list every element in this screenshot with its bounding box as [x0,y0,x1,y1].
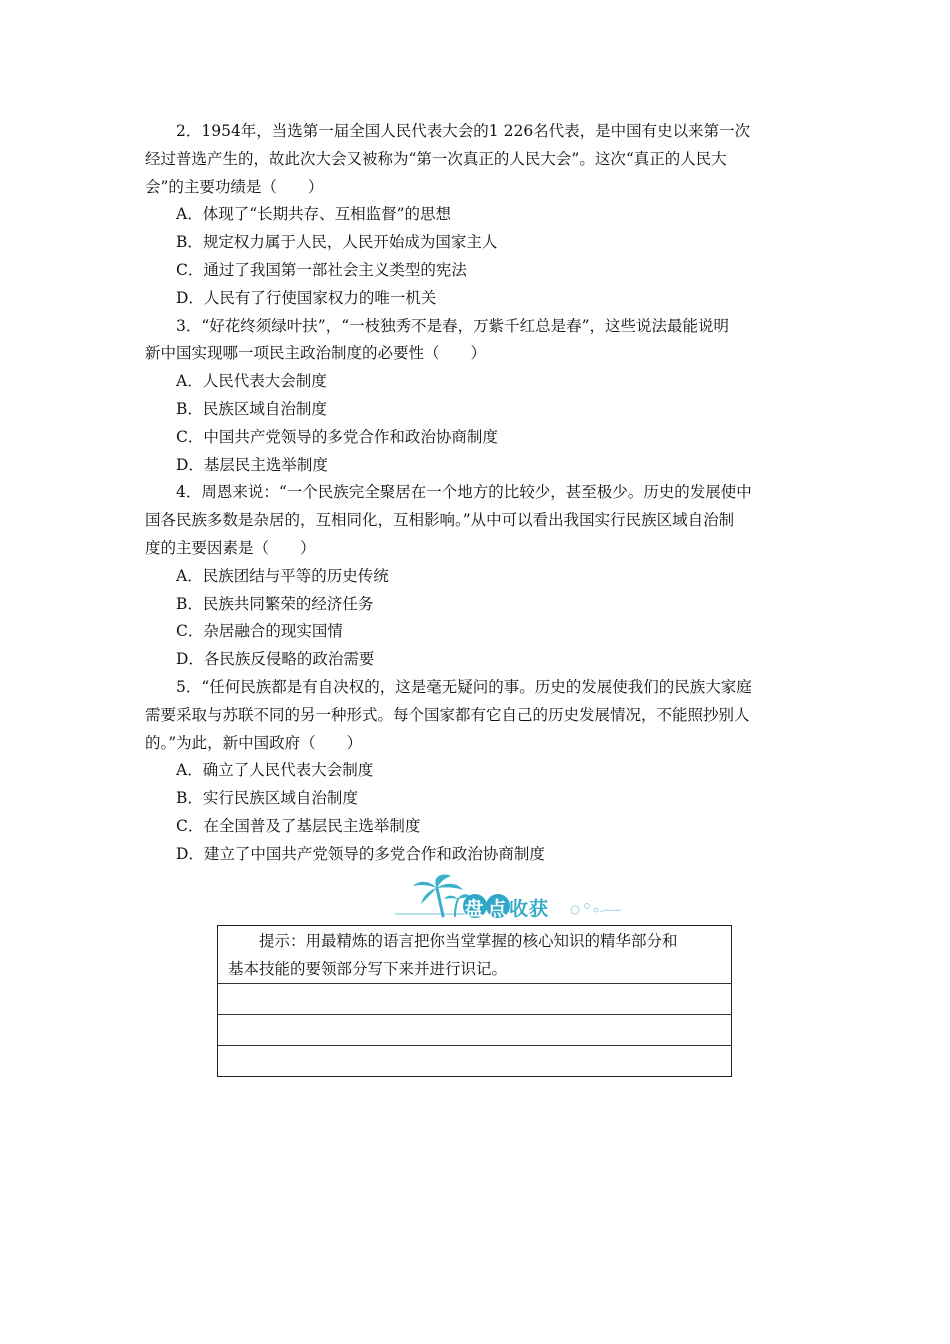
note-blank-cell[interactable] [218,984,732,1015]
option-a: A．民族团结与平等的历史传统 [176,566,389,585]
option-c: C．在全国普及了基层民主选举制度 [176,816,421,835]
harvest-banner [395,872,625,922]
question-stem-line: 的。”为此，新中国政府（ ） [145,733,363,752]
note-blank-row[interactable] [218,1015,732,1046]
question-stem-line: 国各民族多数是杂居的，互相同化，互相影响。”从中可以看出我国实行民族区域自治制 [145,511,735,530]
question-stem-line: 3．“好花终须绿叶扶”，“一枝独秀不是春，万紫千红总是春”，这些说法最能说明 [176,316,730,335]
question-stem-line: 会”的主要功绩是（ ） [145,177,324,196]
question-stem-line: 5．“任何民族都是有自决权的，这是毫无疑问的事。历史的发展使我们的民族大家庭 [176,677,752,696]
note-blank-row[interactable] [218,984,732,1015]
option-b: B．规定权力属于人民，人民开始成为国家主人 [176,233,498,252]
harvest-title-char: 获 [529,898,550,920]
note-blank-cell[interactable] [218,1015,732,1046]
option-b: B．实行民族区域自治制度 [176,789,358,808]
note-blank-row[interactable] [218,1046,732,1077]
option-b: B．民族区域自治制度 [176,399,327,418]
question-stem-line: 经过普选产生的，故此次大会又被称为“第一次真正的人民大会”。这次“真正的人民大 [145,149,727,168]
harvest-title-char: 盘 [464,898,485,920]
note-hint [218,926,732,984]
option-d: D．基层民主选举制度 [176,455,328,474]
note-hint-line: 提示：用最精炼的语言把你当堂掌握的核心知识的精华部分和 [259,932,678,950]
harvest-title-char: 收 [509,898,530,920]
note-hint-line: 基本技能的要领部分写下来并进行识记。 [228,959,508,978]
option-a: A．确立了人民代表大会制度 [176,761,374,780]
harvest-title [463,894,549,921]
question-2 [145,118,815,313]
option-a: A．体现了“长期共存、互相监督”的思想 [176,205,452,224]
option-a: A．人民代表大会制度 [176,372,327,391]
option-d: D．建立了中国共产党领导的多党合作和政治协商制度 [176,844,545,863]
question-stem-line: 度的主要因素是（ ） [145,538,316,557]
harvest-title-text [463,898,549,920]
question-4 [145,479,815,674]
question-list [145,118,815,869]
option-c: C．杂居融合的现实国情 [176,622,343,641]
option-c: C．中国共产党领导的多党合作和政治协商制度 [176,427,498,446]
note-blank-cell[interactable] [218,1046,732,1077]
option-c: C．通过了我国第一部社会主义类型的宪法 [176,260,467,279]
harvest-title-char: 点 [487,898,508,920]
question-5 [145,674,815,869]
option-d: D．各民族反侵略的政治需要 [176,650,375,669]
question-stem-line: 新中国实现哪一项民主政治制度的必要性（ ） [145,344,487,363]
option-b: B．民族共同繁荣的经济任务 [176,594,374,613]
note-hint-row [218,926,732,984]
question-stem-line: 需要采取与苏联不同的另一种形式。每个国家都有它自己的历史发展情况，不能照抄别人 [145,705,750,724]
question-3 [145,313,815,480]
question-stem-line: 2．1954年，当选第一届全国人民代表大会的1 226名代表，是中国有史以来第一次 [176,122,751,140]
option-d: D．人民有了行使国家权力的唯一机关 [176,288,437,307]
question-stem-line: 4．周恩来说：“一个民族完全聚居在一个地方的比较少，甚至极少。历史的发展使中 [176,483,752,502]
note-box [217,925,732,1077]
